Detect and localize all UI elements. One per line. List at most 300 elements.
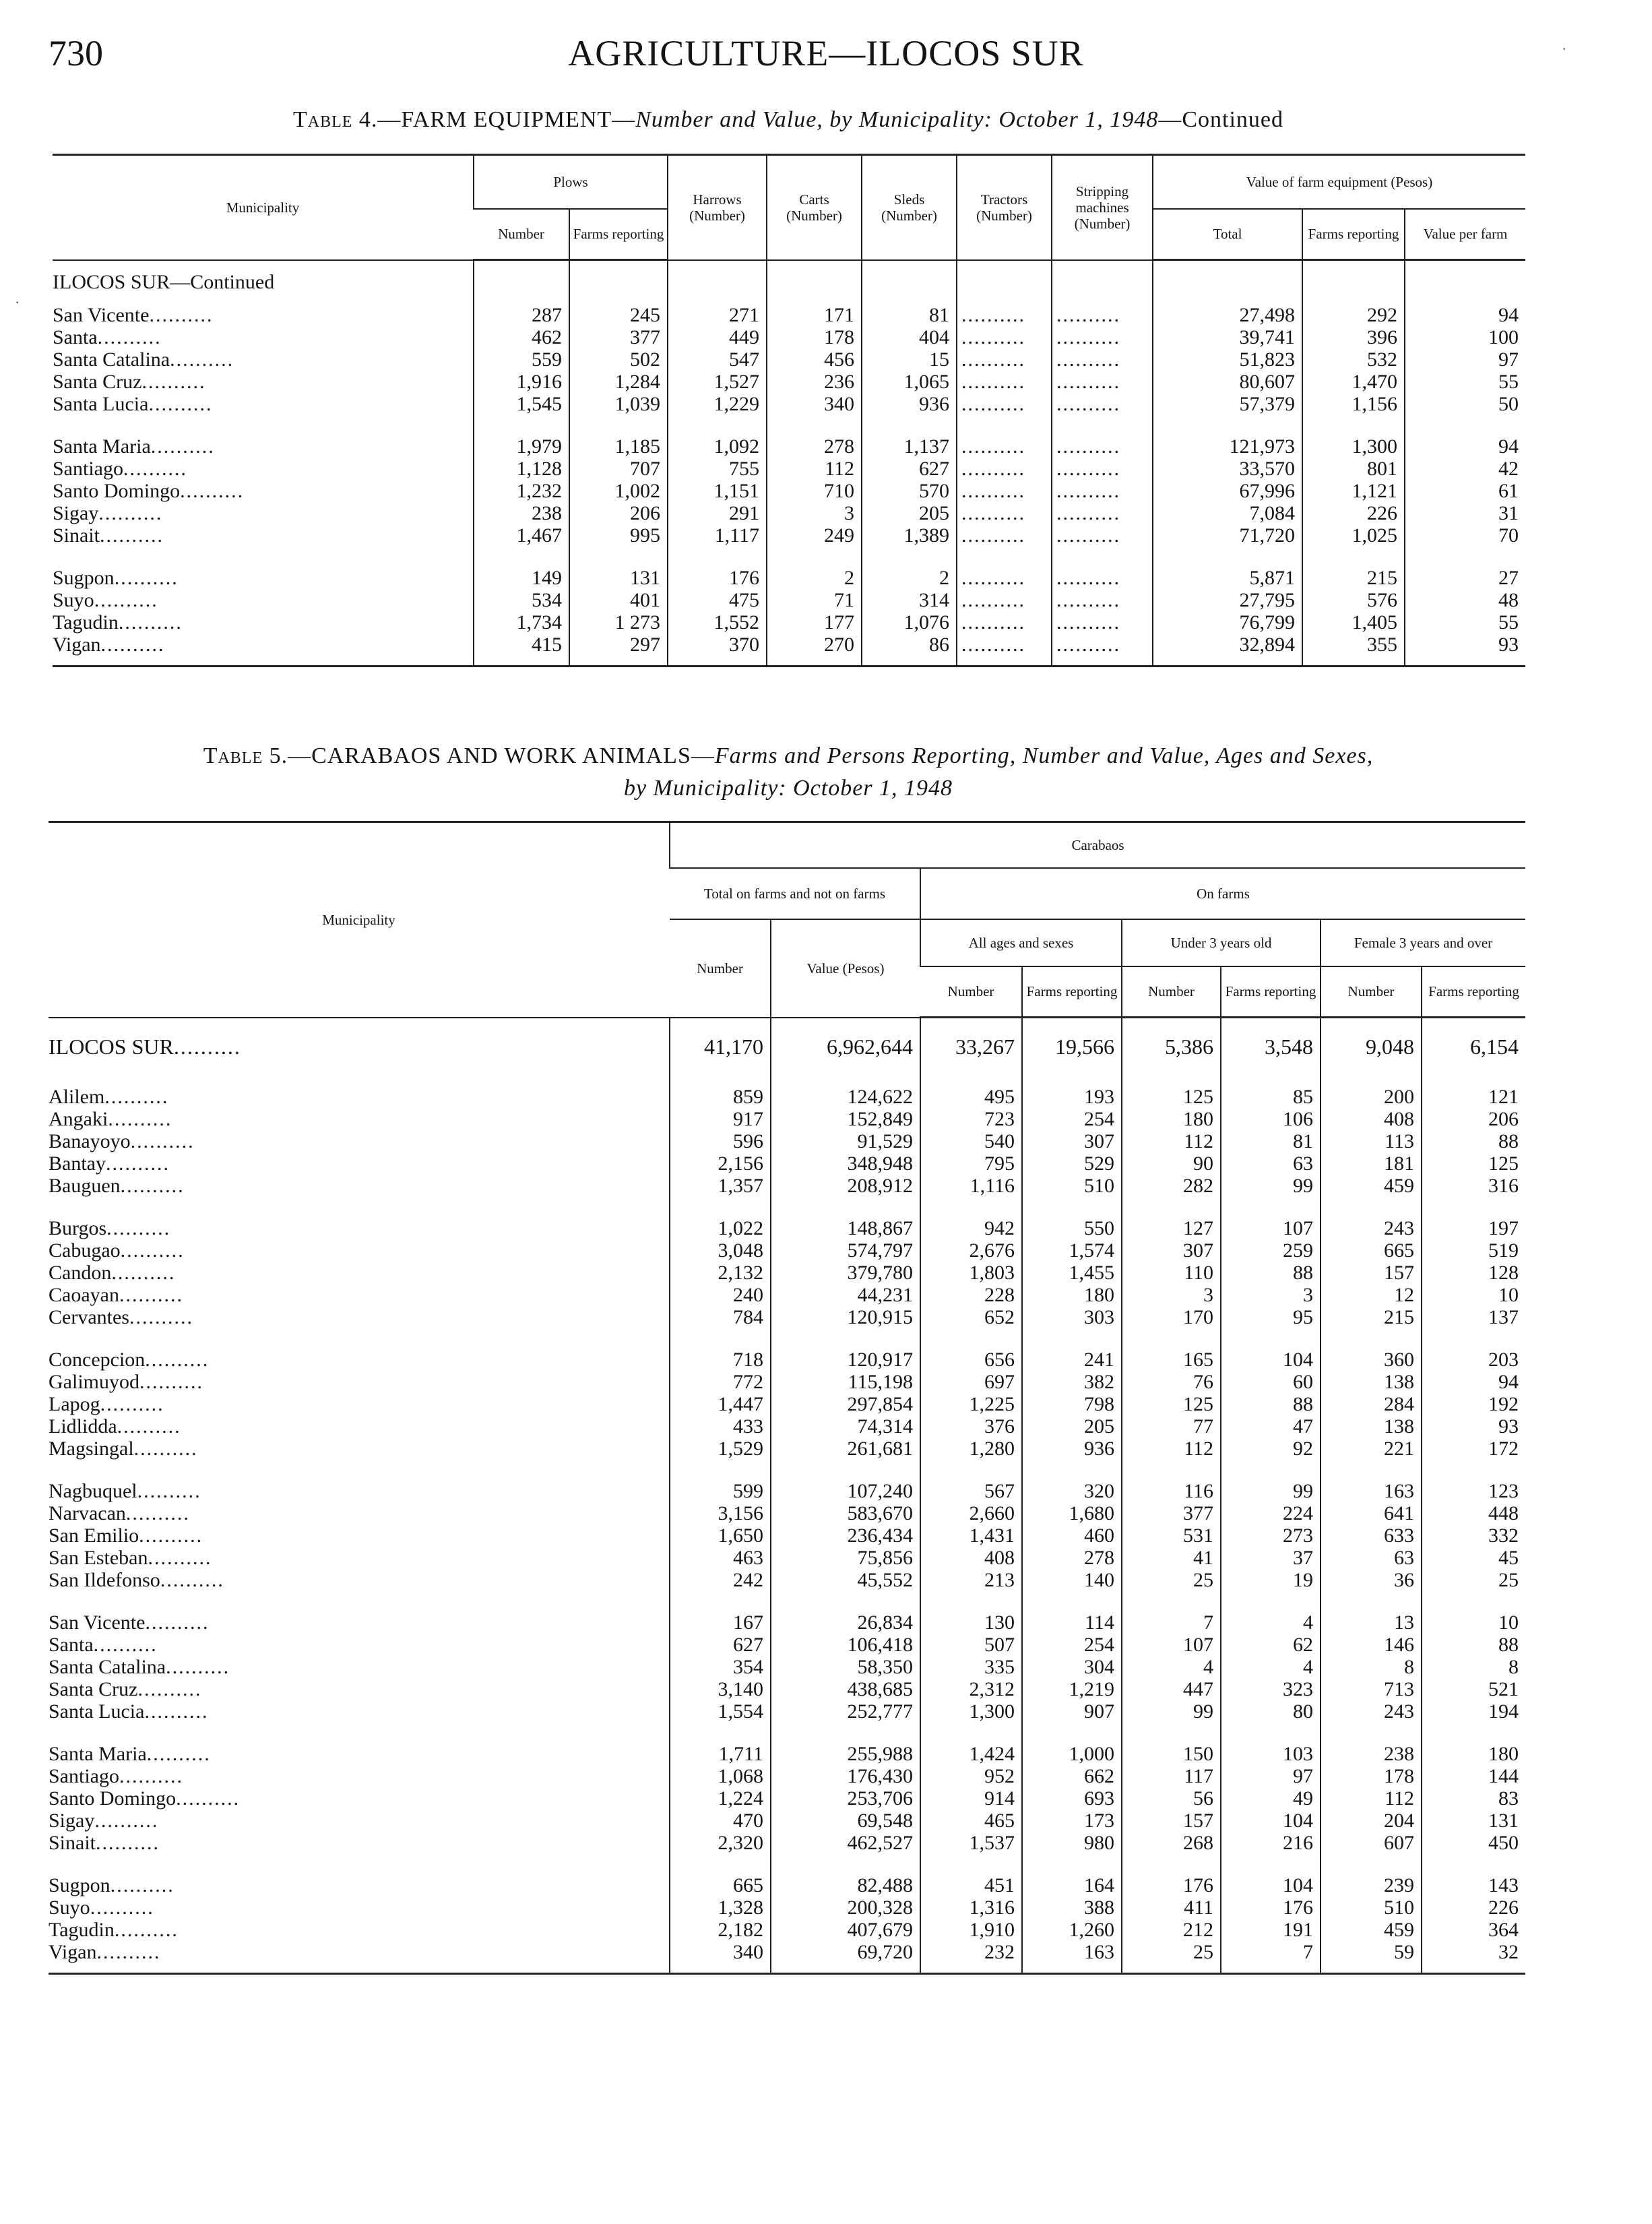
t5-cell-all_num: 1,431 — [920, 1524, 1022, 1547]
t5-cell-u3_num: 180 — [1122, 1108, 1221, 1130]
municipality-name: Santo Domingo — [49, 1787, 177, 1810]
leader-dots: .......... — [120, 1175, 185, 1197]
t4-cell-sleds: 1,076 — [862, 611, 957, 634]
leader-dots: .......... — [173, 1034, 241, 1059]
t5-total-f3_farms: 6,154 — [1422, 1028, 1525, 1065]
t5-cell-all_farms: 693 — [1022, 1787, 1122, 1810]
t5-cell-number: 1,022 — [670, 1217, 771, 1239]
municipality-name: Lapog — [49, 1393, 100, 1415]
t5-cell-all_farms: 241 — [1022, 1349, 1122, 1371]
t5-cell-value: 348,948 — [771, 1152, 920, 1175]
leader-dots: .......... — [110, 1874, 174, 1896]
municipality-cell — [49, 1941, 670, 1963]
t5-cell-all_num: 335 — [920, 1656, 1022, 1678]
t5-cell-all_num: 1,910 — [920, 1919, 1022, 1941]
t5-cell-u3_farms: 104 — [1221, 1349, 1321, 1371]
t4-cell-tractors: .......... — [957, 348, 1052, 371]
t4-cell-sleds: 1,389 — [862, 524, 957, 547]
t4-cell-stripping: .......... — [1052, 326, 1153, 348]
t4-cell-sleds: 570 — [862, 480, 957, 502]
municipality-name: Sinait — [49, 1832, 96, 1854]
t5-cell-f3_farms: 123 — [1422, 1480, 1525, 1502]
t5-cell-all_num: 1,803 — [920, 1262, 1022, 1284]
table4-title — [54, 104, 1523, 136]
t5-cell-number: 1,447 — [670, 1393, 771, 1415]
t4-cell-sleds: 936 — [862, 393, 957, 415]
municipality-name: ILOCOS SUR — [49, 1034, 174, 1059]
t5-cell-u3_farms: 92 — [1221, 1438, 1321, 1460]
t5-cell-u3_farms: 19 — [1221, 1569, 1321, 1591]
empty-cell — [670, 1018, 771, 1028]
spacer-row — [53, 415, 1525, 435]
t5-row — [49, 1415, 1525, 1438]
t4-cell-plows: 534 — [474, 589, 569, 611]
t5-cell-all_farms: 180 — [1022, 1284, 1122, 1306]
t4-cell-tractors: .......... — [957, 634, 1052, 656]
t5-cell-value: 200,328 — [771, 1896, 920, 1919]
empty-cell — [1422, 1065, 1525, 1086]
page-number: 730 — [49, 33, 103, 73]
t5-cell-f3_farms: 519 — [1422, 1239, 1525, 1262]
t4-cell-tractors: .......... — [957, 611, 1052, 634]
t4-cell-total: 71,720 — [1153, 524, 1302, 547]
table5-title-line2-text: by Municipality: October 1, 1948 — [623, 776, 953, 801]
t5-cell-all_farms: 163 — [1022, 1941, 1122, 1963]
municipality-cell — [49, 1787, 670, 1810]
empty-cell — [771, 1065, 920, 1086]
t5-cell-f3_farms: 143 — [1422, 1874, 1525, 1896]
t5-cell-u3_farms: 103 — [1221, 1743, 1321, 1765]
municipality-cell — [53, 435, 474, 458]
t4-cell-vfarms: 1,025 — [1302, 524, 1405, 547]
t4-cell-sleds: 404 — [862, 326, 957, 348]
leader-dots: .......... — [108, 1108, 172, 1130]
t5-cell-u3_farms: 216 — [1221, 1832, 1321, 1854]
t4-cell-farms: 131 — [569, 567, 668, 589]
empty-cell — [670, 1723, 771, 1743]
municipality-name: Candon — [49, 1262, 112, 1284]
table5-title-line2 — [54, 772, 1523, 805]
t5-cell-all_farms: 193 — [1022, 1086, 1122, 1108]
empty-cell — [920, 1328, 1022, 1349]
municipality-name: Santa Catalina — [49, 1656, 166, 1678]
municipality-name: Sugpon — [53, 567, 115, 589]
leader-dots: .......... — [97, 326, 162, 348]
empty-cell — [1302, 656, 1405, 667]
municipality-cell — [49, 1415, 670, 1438]
t5-cell-number: 1,328 — [670, 1896, 771, 1919]
municipality-cell — [49, 1152, 670, 1175]
t5-cell-u3_num: 7 — [1122, 1611, 1221, 1634]
t4-cell-stripping: .......... — [1052, 458, 1153, 480]
t4-cell-sleds: 2 — [862, 567, 957, 589]
empty-cell — [1221, 1065, 1321, 1086]
municipality-cell — [49, 1656, 670, 1678]
t5-cell-all_num: 2,660 — [920, 1502, 1022, 1524]
t5-cell-all_farms: 662 — [1022, 1765, 1122, 1787]
empty-cell — [49, 1018, 670, 1028]
t5-cell-u3_farms: 85 — [1221, 1086, 1321, 1108]
municipality-name: Nagbuquel — [49, 1480, 137, 1502]
t5-cell-f3_farms: 197 — [1422, 1217, 1525, 1239]
t5-cell-f3_num: 178 — [1321, 1765, 1422, 1787]
t4-cell-harrows: 1,117 — [668, 524, 767, 547]
spacer-row — [49, 1328, 1525, 1349]
municipality-name: Cervantes — [49, 1306, 129, 1328]
t4-header-plows: Plows — [474, 155, 668, 209]
t4-header-plows-number: Number — [474, 209, 569, 260]
t4-cell-per_farm: 55 — [1405, 371, 1525, 393]
t4-row — [53, 524, 1525, 547]
municipality-cell — [49, 1569, 670, 1591]
empty-cell — [771, 1854, 920, 1874]
t4-cell-farms: 707 — [569, 458, 668, 480]
municipality-name: Vigan — [49, 1941, 97, 1963]
t4-cell-harrows: 449 — [668, 326, 767, 348]
leader-dots: .......... — [96, 1832, 160, 1854]
t5-row — [49, 1832, 1525, 1854]
municipality-cell — [49, 1919, 670, 1941]
empty-cell — [569, 656, 668, 667]
t5-cell-u3_num: 176 — [1122, 1874, 1221, 1896]
t5-cell-number: 2,182 — [670, 1919, 771, 1941]
municipality-cell — [49, 1547, 670, 1569]
t4-cell-harrows: 1,151 — [668, 480, 767, 502]
t5-cell-all_num: 1,116 — [920, 1175, 1022, 1197]
t5-cell-u3_num: 212 — [1122, 1919, 1221, 1941]
municipality-name: Narvacan — [49, 1502, 126, 1524]
empty-cell — [920, 1018, 1022, 1028]
empty-cell — [474, 547, 569, 567]
municipality-name: San Vicente — [49, 1611, 146, 1634]
t4-cell-plows: 287 — [474, 304, 569, 326]
t4-cell-farms: 206 — [569, 502, 668, 524]
t5-cell-f3_num: 138 — [1321, 1415, 1422, 1438]
t5-cell-u3_farms: 191 — [1221, 1919, 1321, 1941]
t4-cell-farms: 995 — [569, 524, 668, 547]
leader-dots: .......... — [146, 1743, 211, 1765]
t4-cell-harrows: 176 — [668, 567, 767, 589]
municipality-name: Santa Maria — [49, 1743, 147, 1765]
municipality-cell — [53, 567, 474, 589]
empty-cell — [771, 1018, 920, 1028]
t5-cell-f3_num: 215 — [1321, 1306, 1422, 1328]
empty-cell — [670, 1854, 771, 1874]
empty-cell — [670, 1963, 771, 1974]
t5-cell-number: 240 — [670, 1284, 771, 1306]
empty-cell — [1405, 260, 1525, 305]
empty-cell — [1321, 1591, 1422, 1611]
spacer-row — [49, 1723, 1525, 1743]
t5-cell-u3_num: 25 — [1122, 1941, 1221, 1963]
table4-title-main: —FARM EQUIPMENT— — [377, 107, 636, 132]
empty-cell — [920, 1963, 1022, 1974]
t5-cell-number: 1,529 — [670, 1438, 771, 1460]
leader-dots: .......... — [118, 611, 183, 634]
t5-cell-all_num: 495 — [920, 1086, 1022, 1108]
t5-cell-number: 599 — [670, 1480, 771, 1502]
t4-cell-per_farm: 55 — [1405, 611, 1525, 634]
t5-cell-u3_farms: 62 — [1221, 1634, 1321, 1656]
leader-dots: .......... — [90, 1896, 154, 1919]
t5-cell-all_farms: 140 — [1022, 1569, 1122, 1591]
municipality-name: Santiago — [49, 1765, 119, 1787]
t5-cell-u3_num: 112 — [1122, 1130, 1221, 1152]
t5-cell-all_num: 228 — [920, 1284, 1022, 1306]
t5-cell-all_num: 507 — [920, 1634, 1022, 1656]
t5-cell-f3_num: 607 — [1321, 1832, 1422, 1854]
t5-cell-f3_farms: 88 — [1422, 1130, 1525, 1152]
t5-cell-all_farms: 1,260 — [1022, 1919, 1122, 1941]
t5-total-u3_farms: 3,548 — [1221, 1028, 1321, 1065]
t5-cell-number: 433 — [670, 1415, 771, 1438]
empty-cell — [49, 1854, 670, 1874]
t4-cell-plows: 238 — [474, 502, 569, 524]
empty-cell — [1153, 547, 1302, 567]
t5-cell-u3_num: 125 — [1122, 1393, 1221, 1415]
t5-cell-all_num: 540 — [920, 1130, 1022, 1152]
empty-cell — [1122, 1197, 1221, 1217]
empty-cell — [1022, 1018, 1122, 1028]
t4-row — [53, 502, 1525, 524]
empty-cell — [474, 656, 569, 667]
t4-cell-harrows: 291 — [668, 502, 767, 524]
t4-cell-carts: 177 — [767, 611, 862, 634]
t4-cell-carts: 236 — [767, 371, 862, 393]
t4-cell-harrows: 1,229 — [668, 393, 767, 415]
t5-cell-number: 2,132 — [670, 1262, 771, 1284]
t4-cell-sleds: 81 — [862, 304, 957, 326]
leader-dots: .......... — [98, 502, 163, 524]
t5-cell-value: 45,552 — [771, 1569, 920, 1591]
t5-row — [49, 1108, 1525, 1130]
t5-cell-all_num: 952 — [920, 1765, 1022, 1787]
t5-cell-u3_num: 170 — [1122, 1306, 1221, 1328]
empty-cell — [920, 1591, 1022, 1611]
municipality-cell — [49, 1524, 670, 1547]
t5-row — [49, 1941, 1525, 1963]
t5-cell-all_farms: 254 — [1022, 1634, 1122, 1656]
table4-label: Table 4. — [292, 107, 378, 132]
municipality-cell — [49, 1678, 670, 1700]
t4-cell-stripping: .......... — [1052, 589, 1153, 611]
t5-cell-u3_farms: 176 — [1221, 1896, 1321, 1919]
t5-cell-f3_num: 163 — [1321, 1480, 1422, 1502]
leader-dots: .......... — [144, 1700, 209, 1723]
t5-cell-f3_num: 200 — [1321, 1086, 1422, 1108]
empty-cell — [862, 656, 957, 667]
t5-cell-number: 1,650 — [670, 1524, 771, 1547]
t4-cell-plows: 149 — [474, 567, 569, 589]
t5-row — [49, 1810, 1525, 1832]
empty-cell — [53, 547, 474, 567]
t5-cell-u3_num: 110 — [1122, 1262, 1221, 1284]
t4-cell-sleds: 1,065 — [862, 371, 957, 393]
t4-cell-carts: 112 — [767, 458, 862, 480]
t5-cell-all_farms: 320 — [1022, 1480, 1122, 1502]
t5-cell-f3_farms: 194 — [1422, 1700, 1525, 1723]
t4-cell-tractors: .......... — [957, 393, 1052, 415]
t4-cell-tractors: .......... — [957, 304, 1052, 326]
t5-cell-u3_farms: 49 — [1221, 1787, 1321, 1810]
municipality-name: Suyo — [53, 589, 94, 611]
t5-cell-u3_farms: 259 — [1221, 1239, 1321, 1262]
scan-speck: · — [15, 294, 20, 311]
empty-cell — [1022, 1963, 1122, 1974]
empty-cell — [957, 260, 1052, 305]
leader-dots: .......... — [111, 1262, 176, 1284]
t4-cell-harrows: 547 — [668, 348, 767, 371]
t5-cell-value: 44,231 — [771, 1284, 920, 1306]
empty-cell — [1153, 260, 1302, 305]
t5-cell-f3_farms: 125 — [1422, 1152, 1525, 1175]
t5-cell-f3_farms: 10 — [1422, 1611, 1525, 1634]
leader-dots: .......... — [145, 1349, 210, 1371]
spacer-row — [49, 1460, 1525, 1480]
table5-carabaos — [49, 821, 1525, 1975]
t5-cell-f3_farms: 203 — [1422, 1349, 1525, 1371]
t5-cell-f3_farms: 521 — [1422, 1678, 1525, 1700]
t4-cell-tractors: .......... — [957, 524, 1052, 547]
t5-cell-f3_farms: 83 — [1422, 1787, 1525, 1810]
t4-header-stripping: Stripping machines (Number) — [1052, 155, 1153, 260]
t5-cell-f3_num: 633 — [1321, 1524, 1422, 1547]
leader-dots: .......... — [170, 348, 234, 371]
municipality-cell — [49, 1130, 670, 1152]
t5-cell-u3_num: 282 — [1122, 1175, 1221, 1197]
t5-cell-f3_farms: 364 — [1422, 1919, 1525, 1941]
spacer-row — [49, 1963, 1525, 1974]
empty-cell — [49, 1723, 670, 1743]
t5-row — [49, 1896, 1525, 1919]
t5-cell-value: 115,198 — [771, 1371, 920, 1393]
t5-cell-u3_num: 56 — [1122, 1787, 1221, 1810]
municipality-cell — [53, 502, 474, 524]
t4-cell-vfarms: 355 — [1302, 634, 1405, 656]
leader-dots: .......... — [130, 1130, 195, 1152]
empty-cell — [771, 1328, 920, 1349]
t5-cell-u3_num: 4 — [1122, 1656, 1221, 1678]
t5-cell-number: 772 — [670, 1371, 771, 1393]
t5-cell-f3_farms: 10 — [1422, 1284, 1525, 1306]
t5-cell-f3_num: 36 — [1321, 1569, 1422, 1591]
empty-cell — [1302, 415, 1405, 435]
t5-cell-u3_num: 447 — [1122, 1678, 1221, 1700]
t5-cell-f3_num: 13 — [1321, 1611, 1422, 1634]
t5-cell-f3_num: 243 — [1321, 1700, 1422, 1723]
empty-cell — [49, 1065, 670, 1086]
t5-row — [49, 1393, 1525, 1415]
t4-cell-stripping: .......... — [1052, 524, 1153, 547]
t5-cell-value: 297,854 — [771, 1393, 920, 1415]
t4-row — [53, 304, 1525, 326]
t5-header-f3-number: Number — [1321, 966, 1422, 1018]
t4-row — [53, 480, 1525, 502]
t4-cell-vfarms: 1,405 — [1302, 611, 1405, 634]
table5-title-line1 — [54, 740, 1523, 772]
t4-cell-plows: 1,467 — [474, 524, 569, 547]
t5-cell-f3_num: 8 — [1321, 1656, 1422, 1678]
t5-row — [49, 1239, 1525, 1262]
t5-cell-all_num: 2,312 — [920, 1678, 1022, 1700]
empty-cell — [1221, 1460, 1321, 1480]
t5-cell-number: 1,357 — [670, 1175, 771, 1197]
t5-cell-u3_num: 268 — [1122, 1832, 1221, 1854]
t5-row — [49, 1611, 1525, 1634]
t5-row — [49, 1678, 1525, 1700]
t5-cell-value: 379,780 — [771, 1262, 920, 1284]
t5-row — [49, 1438, 1525, 1460]
municipality-cell — [49, 1086, 670, 1108]
municipality-name: Santa — [49, 1634, 94, 1656]
t5-cell-all_num: 451 — [920, 1874, 1022, 1896]
t5-cell-all_farms: 173 — [1022, 1810, 1122, 1832]
empty-cell — [1422, 1197, 1525, 1217]
t5-cell-all_num: 1,537 — [920, 1832, 1022, 1854]
spacer-row — [49, 1854, 1525, 1874]
t4-cell-tractors: .......... — [957, 480, 1052, 502]
leader-dots: .......... — [139, 1371, 203, 1393]
t5-cell-u3_num: 125 — [1122, 1086, 1221, 1108]
t4-cell-carts: 340 — [767, 393, 862, 415]
t4-cell-per_farm: 94 — [1405, 435, 1525, 458]
t5-cell-value: 152,849 — [771, 1108, 920, 1130]
t5-row — [49, 1524, 1525, 1547]
t4-cell-vfarms: 1,470 — [1302, 371, 1405, 393]
t4-row — [53, 326, 1525, 348]
empty-cell — [1221, 1328, 1321, 1349]
municipality-cell — [49, 1438, 670, 1460]
t4-cell-per_farm: 61 — [1405, 480, 1525, 502]
t5-cell-f3_num: 239 — [1321, 1874, 1422, 1896]
leader-dots: .......... — [96, 1941, 161, 1963]
municipality-name: Santa Cruz — [53, 371, 142, 393]
leader-dots: .......... — [137, 1678, 202, 1700]
t5-cell-number: 470 — [670, 1810, 771, 1832]
municipality-cell — [49, 1284, 670, 1306]
t4-cell-total: 39,741 — [1153, 326, 1302, 348]
t4-cell-farms: 1,284 — [569, 371, 668, 393]
t5-cell-number: 167 — [670, 1611, 771, 1634]
t5-header-all-ages: All ages and sexes — [920, 919, 1122, 966]
empty-cell — [920, 1723, 1022, 1743]
leader-dots: .......... — [106, 1217, 171, 1239]
t5-cell-u3_num: 90 — [1122, 1152, 1221, 1175]
municipality-name: Santa Maria — [53, 435, 151, 458]
t4-header-value-farms: Farms reporting — [1302, 209, 1405, 260]
t5-cell-u3_num: 117 — [1122, 1765, 1221, 1787]
municipality-cell — [53, 304, 474, 326]
t5-cell-u3_num: 150 — [1122, 1743, 1221, 1765]
leader-dots: .......... — [125, 1502, 190, 1524]
t5-cell-all_num: 1,280 — [920, 1438, 1022, 1460]
t4-cell-carts: 178 — [767, 326, 862, 348]
municipality-name: Santa Cruz — [49, 1678, 138, 1700]
t5-total-all_num: 33,267 — [920, 1028, 1022, 1065]
t4-cell-harrows: 1,552 — [668, 611, 767, 634]
t5-cell-all_farms: 254 — [1022, 1108, 1122, 1130]
t5-cell-f3_farms: 448 — [1422, 1502, 1525, 1524]
empty-cell — [49, 1460, 670, 1480]
t5-cell-u3_farms: 106 — [1221, 1108, 1321, 1130]
t5-cell-number: 2,156 — [670, 1152, 771, 1175]
t4-cell-harrows: 475 — [668, 589, 767, 611]
municipality-cell — [49, 1502, 670, 1524]
municipality-name: Sugpon — [49, 1874, 110, 1896]
municipality-name: Caoayan — [49, 1284, 119, 1306]
municipality-cell — [49, 1175, 670, 1197]
t5-cell-f3_farms: 32 — [1422, 1941, 1525, 1963]
